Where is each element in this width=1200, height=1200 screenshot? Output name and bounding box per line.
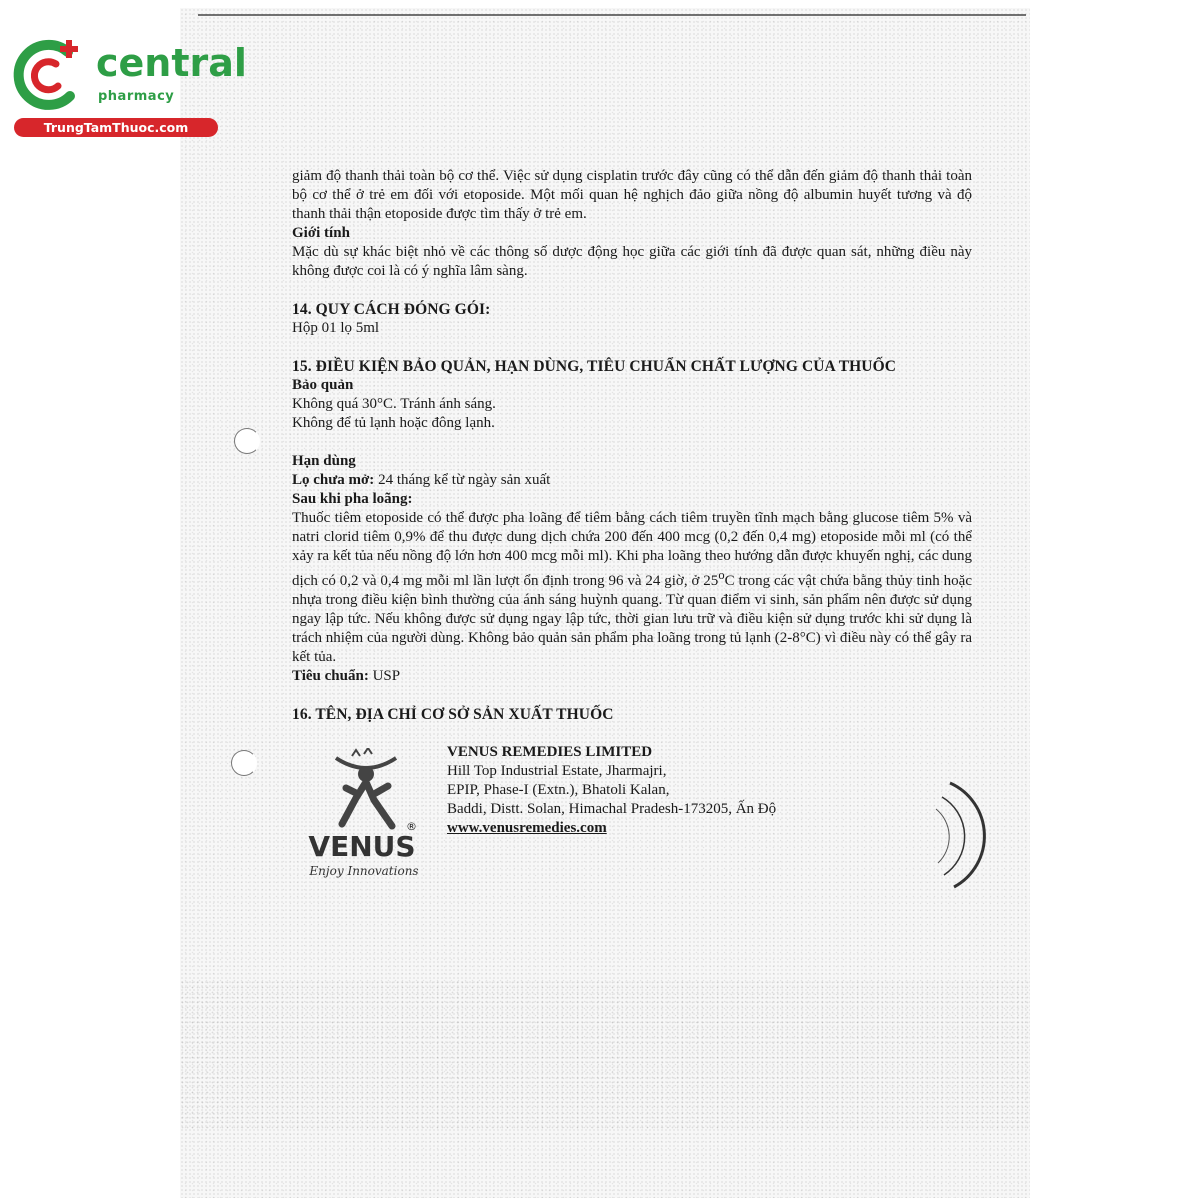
gender-text: Mặc dù sự khác biệt nhỏ về các thông số dược động học giữa các giới tính đã được quan sát, những điều này không được coi là có ý nghĩa lâm sàng. [292, 244, 972, 279]
storage-line-1: Không quá 30°C. Tránh ánh sáng. [292, 396, 496, 412]
punch-hole [231, 750, 257, 776]
unopened-text: 24 tháng kể từ ngày sản xuất [374, 472, 551, 488]
punch-hole [234, 428, 260, 454]
registered-mark: ® [406, 820, 417, 833]
unopened-line [292, 471, 972, 490]
unopened-label: Lọ chưa mở: [292, 472, 375, 488]
packaging-text: Hộp 01 lọ 5ml [292, 320, 380, 336]
company-website-link[interactable]: www.venusremedies.com [447, 820, 607, 836]
diluted-text-part-b: C trong các vật chứa bằng thủy tinh hoặc nhựa trong điều kiện bình thường của ánh sáng huỳnh quang. Từ quan điểm vi sinh, sản phẩm nên được sử dụng ngay lập tức. Nếu không được sử dụng ngay lập tức, thời gian lưu trữ và điều kiện sử dụng trước khi sử dụng là trách nhiệm của người dùng. Không bảo quản sản phẩm pha loãng trong tủ lạnh (2-8°C) vì điều này có thể gây ra kết tủa. [292, 573, 972, 665]
venus-logo [298, 748, 428, 883]
section-15-heading: 15. ĐIỀU KIỆN BẢO QUẢN, HẠN DÙNG, TIÊU CHUẨN CHẤT LƯỢNG CỦA THUỐC [292, 358, 897, 375]
brand-name: central [96, 41, 247, 85]
intro-paragraph: giảm độ thanh thải toàn bộ cơ thể. Việc sử dụng cisplatin trước đây cũng có thể dẫn đến giảm độ thanh thải toàn bộ cơ thể ở trẻ em đối với etoposide. Một mối quan hệ nghịch đảo giữa nồng độ albumin huyết tương và độ thanh thải thận etoposide được tìm thấy ở trẻ em. [292, 168, 972, 222]
diluted-heading: Sau khi pha loãng: [292, 491, 413, 507]
venus-wordmark: VENUS [308, 830, 416, 863]
standard-label: Tiêu chuẩn: [292, 668, 369, 684]
section-16-heading: 16. TÊN, ĐỊA CHỈ CƠ SỞ SẢN XUẤT THUỐC [292, 706, 614, 723]
standard-line [292, 667, 972, 686]
pharmacy-c-icon [8, 38, 92, 114]
storage-line-2: Không để tủ lạnh hoặc đông lạnh. [292, 415, 495, 431]
manufacturer-address [447, 743, 867, 838]
gender-heading: Giới tính [292, 225, 350, 241]
storage-heading: Bảo quản [292, 377, 354, 393]
degree-sup: o [718, 568, 725, 582]
address-line-3: Baddi, Distt. Solan, Himachal Pradesh-173205, Ấn Độ [447, 801, 777, 817]
diluted-text [292, 509, 972, 667]
top-edge-line [198, 14, 1026, 16]
venus-tagline: Enjoy Innovations [309, 864, 419, 878]
scan-noise [180, 980, 1030, 1130]
partial-stamp-seal [928, 775, 998, 895]
brand-website: TrungTamThuoc.com [14, 118, 218, 137]
document-body [292, 167, 972, 724]
section-14-heading: 14. QUY CÁCH ĐÓNG GÓI: [292, 301, 491, 318]
central-pharmacy-logo [8, 38, 247, 138]
venus-figure-icon [316, 748, 416, 832]
address-line-2: EPIP, Phase-I (Extn.), Bhatoli Kalan, [447, 782, 670, 798]
address-line-1: Hill Top Industrial Estate, Jharmajri, [447, 763, 667, 779]
brand-subtitle: pharmacy [98, 89, 175, 104]
shelf-life-heading: Hạn dùng [292, 453, 356, 469]
diluted-text-part-a: Thuốc tiêm etoposide có thể được pha loãng để tiêm bằng cách tiêm truyền tĩnh mạch bằng glucose tiêm 5% và natri clorid tiêm 0,9% để thu được dung dịch chứa 200 đến 400 mcg (0,2 đến 0,4 mg) etoposide mỗi ml (có thể xảy ra kết tủa nếu nồng độ lớn hơn 400 mcg mỗi ml). Khi pha loãng theo hướng dẫn được khuyến nghị, các dung dịch có 0,2 và 0,4 mg mỗi ml lần lượt ổn định trong 96 và 24 giờ, ở 25 [292, 510, 972, 589]
company-name: VENUS REMEDIES LIMITED [447, 744, 653, 760]
standard-text: USP [368, 668, 401, 684]
